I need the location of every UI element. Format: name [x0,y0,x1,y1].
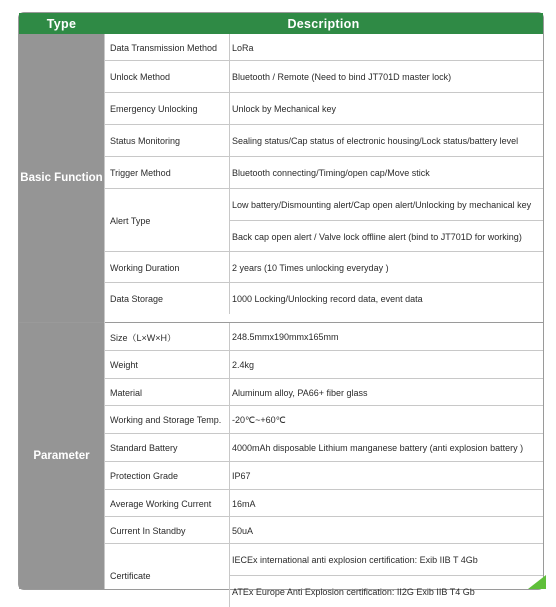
cell-divider [229,351,230,379]
row-value: Back cap open alert / Valve lock offline alert (bind to JT701D for working) [232,231,522,242]
row-value: Aluminum alloy, PA66+ fiber glass [232,387,368,398]
column-divider [104,34,105,589]
row-value: IECEx international anti explosion certification: Exib IIB T 4Gb [232,555,478,565]
cell-divider [229,34,230,61]
row-value: 248.5mmx190mmx165mm [232,332,339,342]
row-label: Standard Battery [110,443,178,453]
row-value: Low battery/Dismounting alert/Cap open alert/Unlocking by mechanical key [232,200,532,210]
row-value: LoRa [232,42,254,53]
row-label: Material [110,387,143,398]
cell-divider [229,379,230,406]
table-header [19,13,543,34]
cell-divider [229,252,230,283]
row-value: Bluetooth connecting/Timing/open cap/Move stick [232,168,430,178]
row-value: 2.4kg [232,360,255,370]
cell-divider [229,283,230,314]
cell-divider [229,517,230,544]
row-value: -20℃~+60℃ [232,414,286,425]
row-value: Unlock by Mechanical key [232,104,337,114]
row-label: Unlock Method [110,72,171,82]
cell-divider [229,125,230,157]
header-type: Type [46,17,77,31]
row-label: Data Storage [110,293,164,304]
row-label: Protection Grade [110,471,179,481]
row-value: 4000mAh disposable Lithium manganese battery (anti explosion battery ) [232,443,524,453]
row-value: Bluetooth / Remote (Need to bind JT701D master lock) [232,72,452,82]
header-description: Description [287,17,360,31]
row-value: IP67 [232,471,251,481]
row-value: 1000 Locking/Unlocking record data, event data [232,293,423,304]
group-basic-function [19,34,104,322]
row-label: Average Working Current [110,498,212,509]
cell-divider [229,93,230,125]
row-value: 2 years (10 Times unlocking everyday ) [232,262,389,273]
row-label: Working Duration [110,262,180,273]
row-label: Certificate [110,570,151,581]
group-label: Parameter [33,450,90,462]
row-value: ATEx Europe Anti Explosion certification: II2G Exib IIB T4 Gb [232,586,475,597]
cell-divider [229,462,230,490]
row-label: Emergency Unlocking [110,104,198,114]
row-label: Alert Type [110,215,151,226]
row-value: Sealing status/Cap status of electronic housing/Lock status/battery level [232,136,519,146]
row-label: Working and Storage Temp. [110,415,222,425]
spec-table [18,12,544,597]
row-label: Data Transmission Method [110,42,218,53]
row-label: Size（L×W×H） [110,332,177,343]
corner-accent-icon [528,575,546,589]
row-label: Status Monitoring [110,136,181,146]
row-label: Current In Standby [110,525,186,536]
row-label: Trigger Method [110,168,171,178]
cell-divider [229,61,230,93]
group-parameter [19,323,104,589]
cell-divider [229,434,230,462]
row-value: 50uA [232,525,254,536]
cell-divider [229,490,230,517]
cell-divider [229,406,230,434]
row-label: Weight [110,360,138,370]
cell-divider [229,157,230,189]
row-value: 16mA [232,498,256,509]
group-label: Basic Function [20,172,103,184]
cell-divider [229,323,230,351]
